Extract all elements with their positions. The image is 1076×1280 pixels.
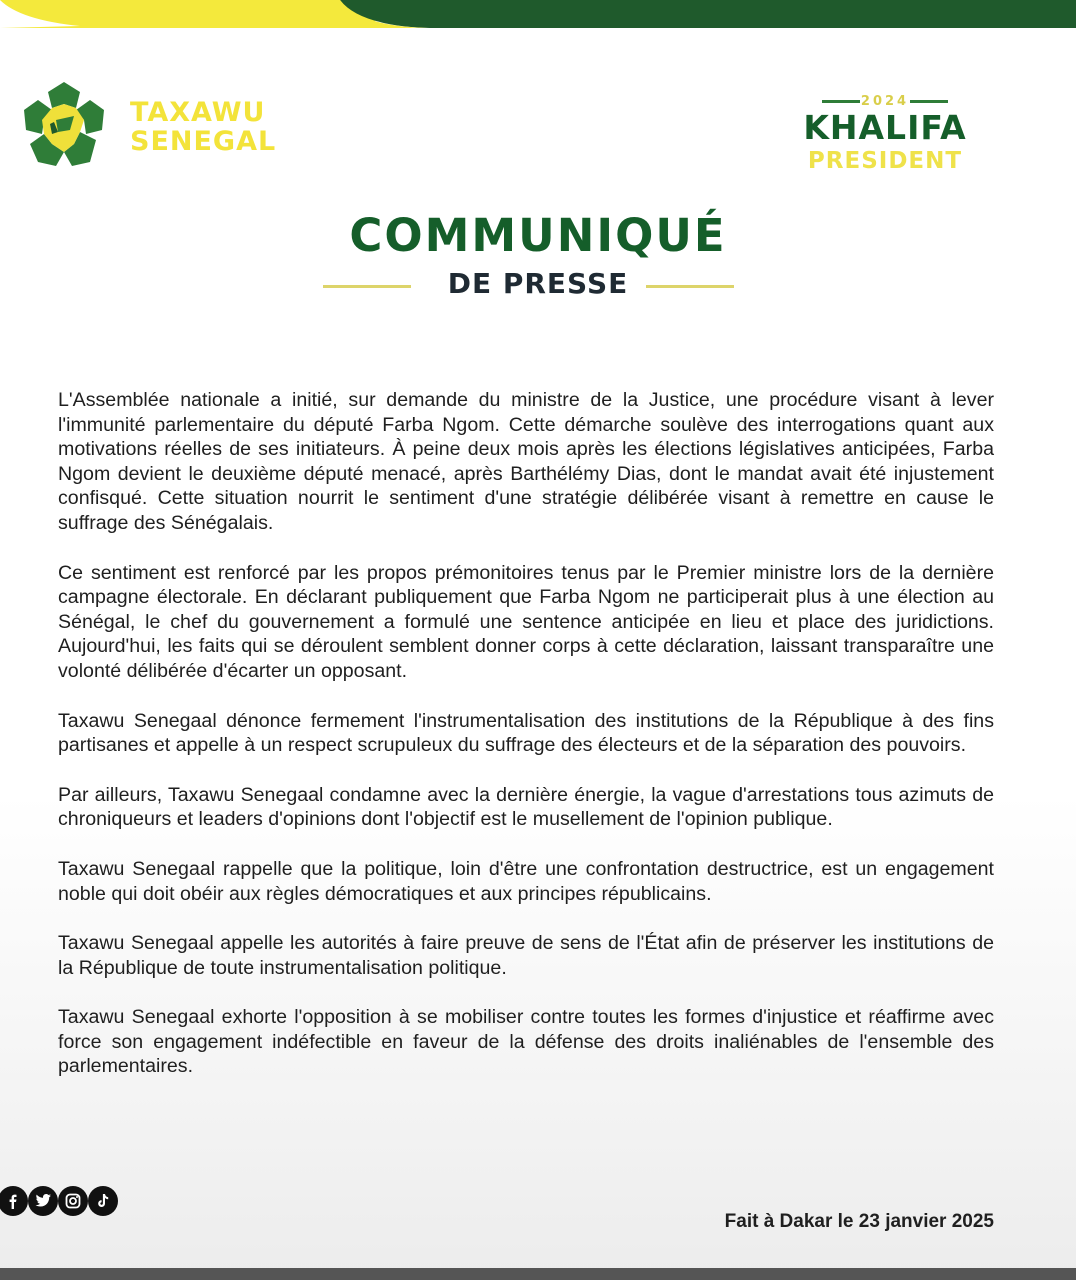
tiktok-icon[interactable] <box>88 1186 118 1216</box>
title-sub: DE PRESSE <box>447 267 629 300</box>
brand-name <box>130 98 276 156</box>
paragraph: Taxawu Senegaal appelle les autorités à faire preuve de sens de l'État afin de préserver les institutions de la République de toute instrumentalisation politique. <box>58 932 994 979</box>
facebook-icon[interactable] <box>0 1186 28 1216</box>
signoff-date: Fait à Dakar le 23 janvier 2025 <box>724 1211 994 1232</box>
campaign-year: 2024 <box>860 94 910 109</box>
top-banner <box>0 0 1076 28</box>
press-release-body <box>58 388 994 1104</box>
title-main: COMMUNIQUÉ <box>349 209 727 262</box>
brand-line-2: SENEGAL <box>130 126 277 157</box>
campaign-year-row <box>822 92 948 108</box>
brand-line-1: TAXAWU <box>130 97 266 128</box>
paragraph: Ce sentiment est renforcé par les propos prémonitoires tenus par le Premier ministre lors de la dernière campagne électorale. En déclarant publiquement que Farba Ngom ne participerait plus à une élection au Sénégal, le chef du gouvernement a formulé une sentence anticipée en lieu et place des juridictions. Aujourd'hui, les faits qui se déroulent semblent donner corps à cette déclaration, laissant transparaître une volonté délibérée d'écarter un opposant. <box>58 561 994 682</box>
paragraph: Taxawu Senegaal dénonce fermement l'instrumentalisation des institutions de la République à des fins partisanes et appelle à un respect scrupuleux du suffrage des électeurs et de la séparation des pouvoirs. <box>58 709 994 757</box>
title-sub-row <box>0 264 1076 304</box>
instagram-icon[interactable] <box>58 1186 88 1216</box>
twitter-icon[interactable] <box>28 1186 58 1216</box>
khalifa-president-logo <box>800 92 970 192</box>
bottom-bar <box>0 1268 1076 1280</box>
social-icons <box>0 1186 118 1218</box>
campaign-name: KHALIFA <box>803 108 967 147</box>
document-title <box>0 208 1076 304</box>
paragraph: Taxawu Senegaal rappelle que la politique, loin d'être une confrontation destructrice, est un engagement noble qui doit obéir aux règles démocratiques et aux principes républicains. <box>58 857 994 905</box>
taxawu-logo-icon <box>18 78 110 170</box>
paragraph: Par ailleurs, Taxawu Senegaal condamne avec la dernière énergie, la vague d'arrestations tous azimuts de chroniqueurs et leaders d'opinions dont l'objectif est le musellement de l'opinion publique. <box>58 783 994 831</box>
divider <box>323 285 411 288</box>
divider <box>910 100 948 103</box>
divider <box>822 100 860 103</box>
paragraph: Taxawu Senegaal exhorte l'opposition à se mobiliser contre toutes les formes d'injustice et réaffirme avec force son engagement indéfectible en faveur de la défense des droits inaliénables de l'ensemble des parlementaires. <box>58 1006 994 1078</box>
campaign-role: PRESIDENT <box>807 148 963 174</box>
paragraph: L'Assemblée nationale a initié, sur demande du ministre de la Justice, une procédure visant à lever l'immunité parlementaire du député Farba Ngom. Cette démarche soulève des interrogations quant aux motivations réelles de ses initiateurs. À peine deux mois après les élections législatives anticipées, Farba Ngom devient le deuxième député menacé, après Barthélémy Dias, dont le mandat avait été injustement confisqué. Cette situation nourrit le sentiment d'une stratégie délibérée visant à remettre en cause le suffrage des Sénégalais. <box>58 389 994 534</box>
divider <box>646 285 734 288</box>
